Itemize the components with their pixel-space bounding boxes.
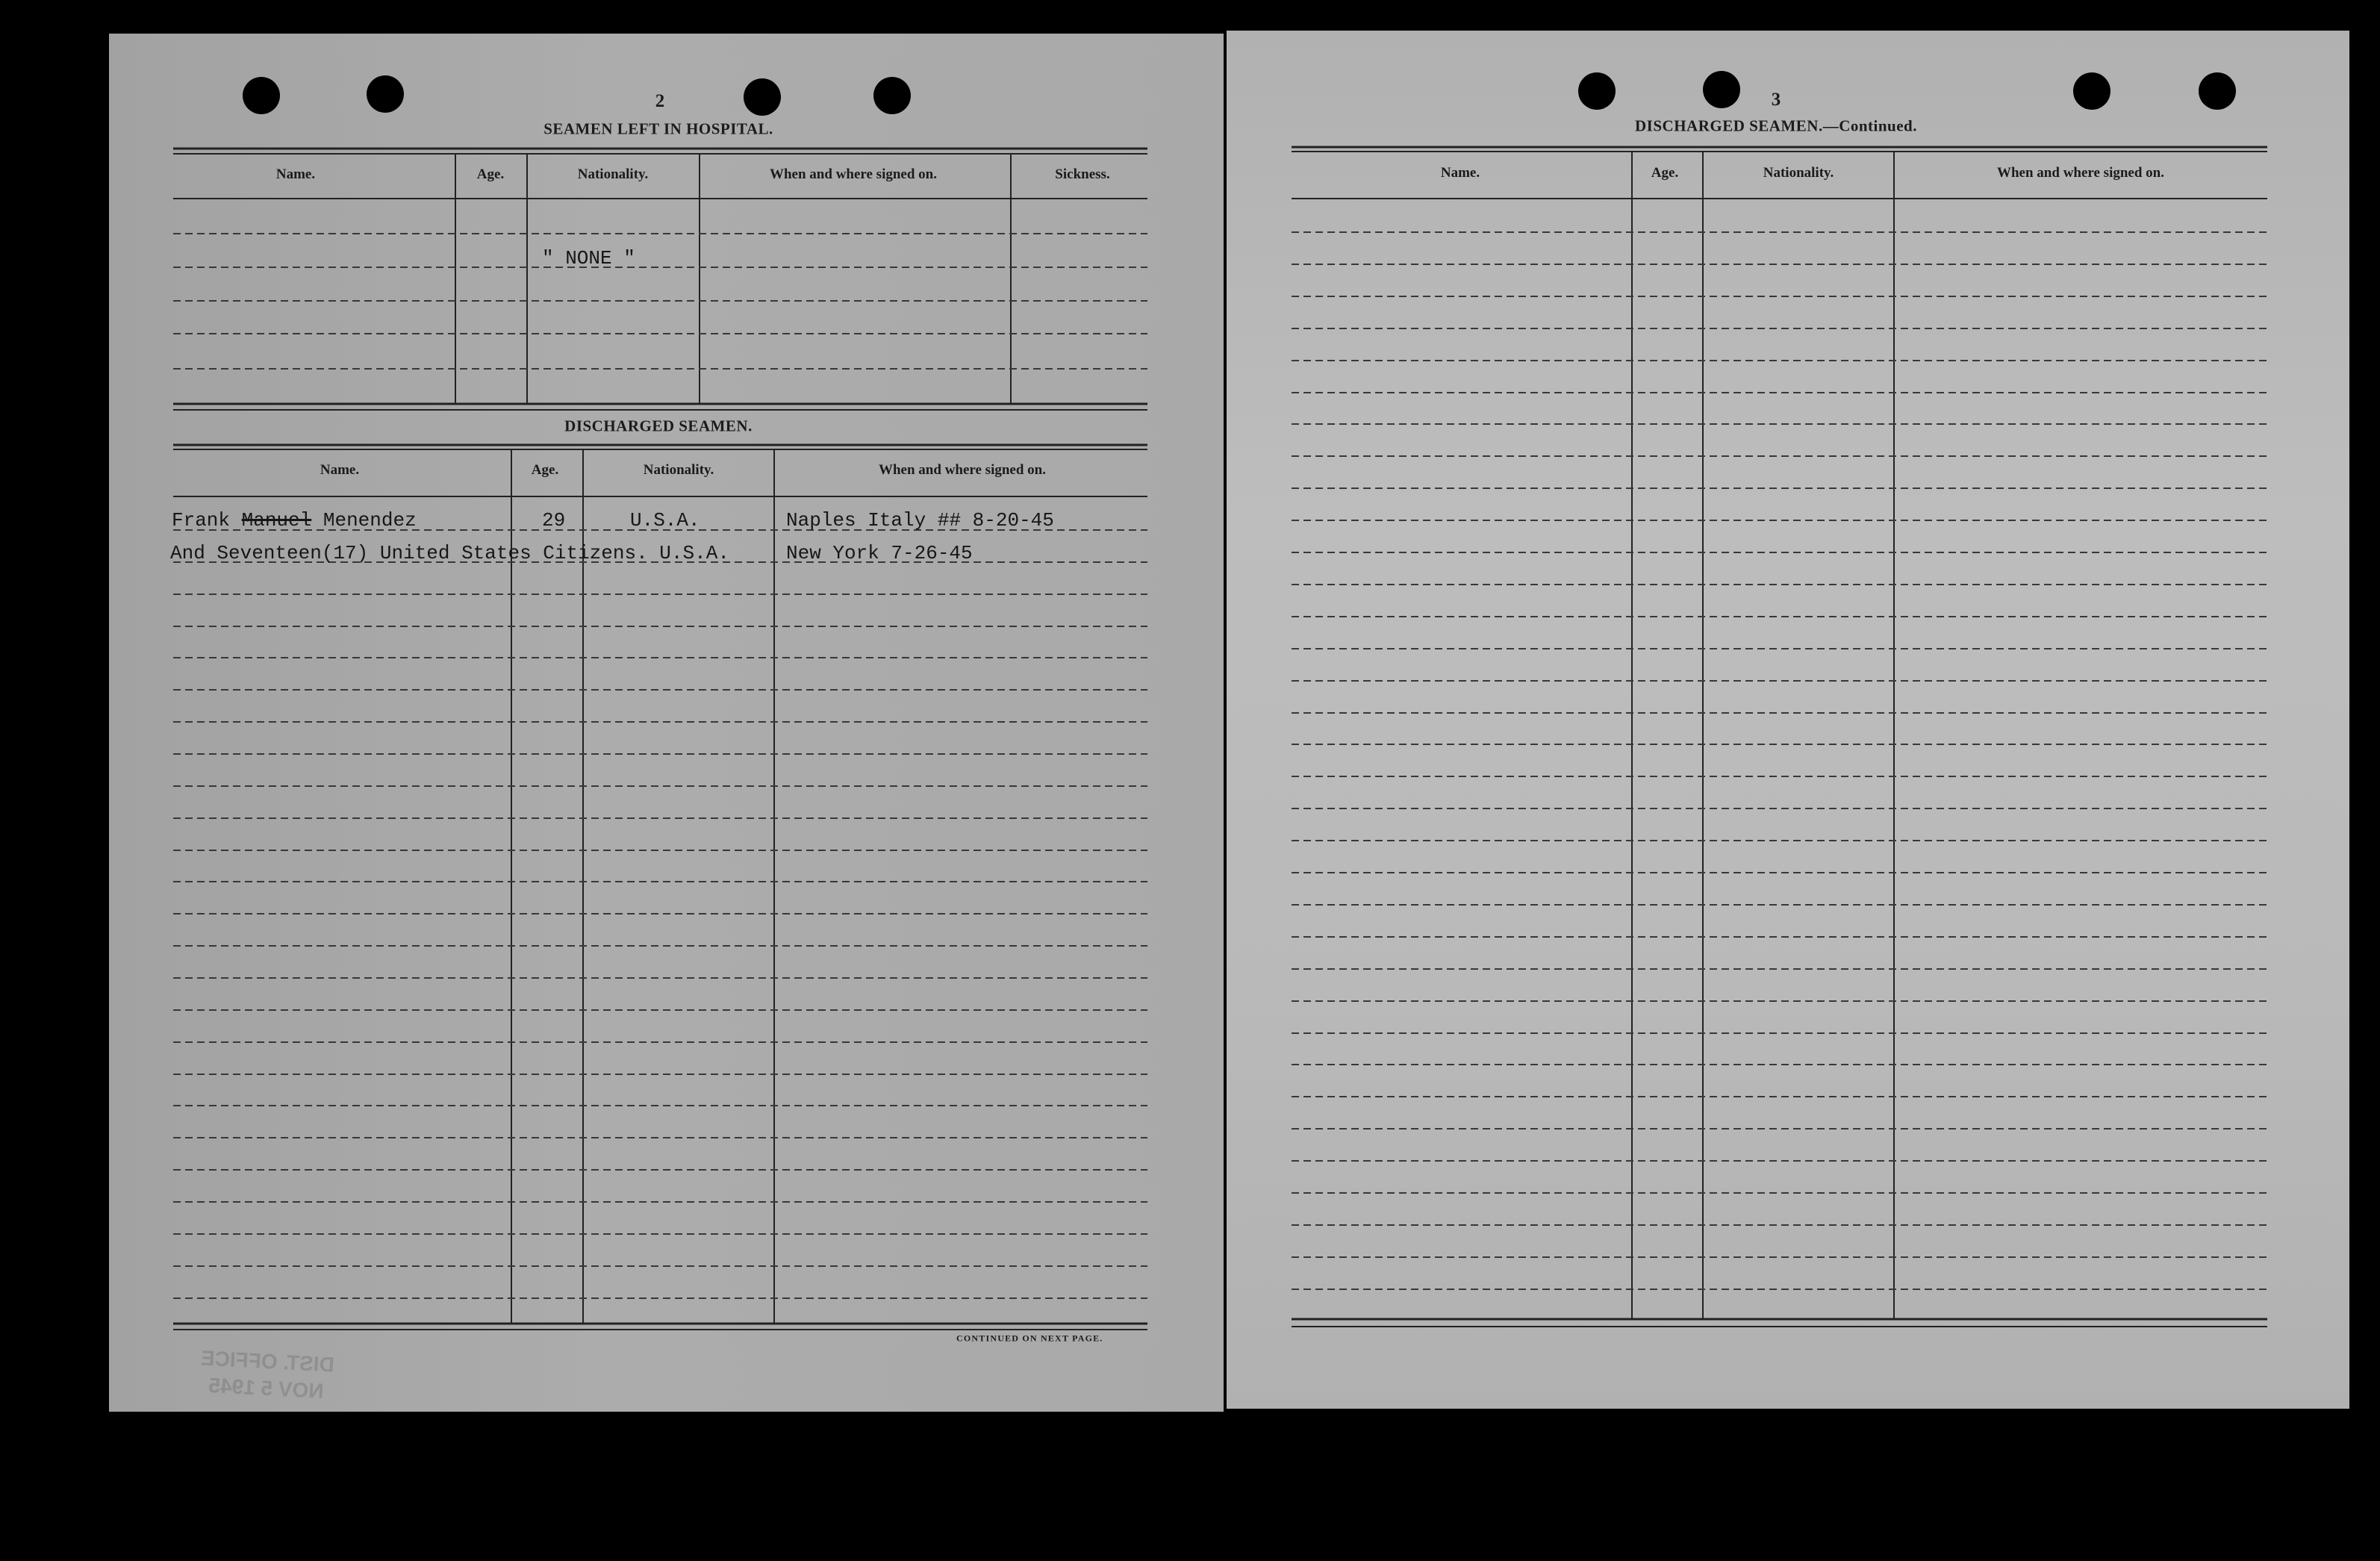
discharged-col-nationality: Nationality. xyxy=(643,462,714,478)
name-first: Frank xyxy=(172,509,231,532)
hospital-entry-none: " NONE " xyxy=(542,247,635,269)
discharged-row-1-signed-on xyxy=(786,509,1054,532)
stamp-line-1: DIST. OFFICE xyxy=(200,1346,335,1377)
continued-col-age: Age. xyxy=(1651,165,1679,181)
name-struck-out: Manuel xyxy=(241,509,312,532)
punch-hole xyxy=(744,78,781,116)
discharged-col-name: Name. xyxy=(320,462,360,478)
hospital-col-signed-on: When and where signed on. xyxy=(769,166,938,182)
hospital-section-title: SEAMEN LEFT IN HOSPITAL. xyxy=(543,119,773,138)
name-last: Menendez xyxy=(323,509,417,532)
office-stamp xyxy=(199,1345,334,1405)
hospital-col-age: Age. xyxy=(476,166,505,182)
hospital-col-nationality: Nationality. xyxy=(577,166,649,182)
hospital-col-name: Name. xyxy=(275,166,316,182)
continued-col-name: Name. xyxy=(1440,165,1480,181)
hospital-col-sickness: Sickness. xyxy=(1055,166,1110,182)
discharged-continued-title: DISCHARGED SEAMEN.—Continued. xyxy=(1635,116,1917,135)
signed-on-date: 8-20-45 xyxy=(972,509,1054,532)
punch-hole xyxy=(1578,72,1616,110)
signed-on-overtype: ## xyxy=(937,509,962,532)
punch-hole xyxy=(2073,72,2110,110)
discharged-row-1-age: 29 xyxy=(542,509,566,532)
discharged-section-title: DISCHARGED SEAMEN. xyxy=(564,417,753,435)
punch-hole xyxy=(1703,71,1740,108)
discharged-row-1-nationality: U.S.A. xyxy=(630,509,700,532)
punch-hole xyxy=(243,77,280,114)
continued-note: CONTINUED ON NEXT PAGE. xyxy=(956,1333,1103,1344)
discharged-row-1-name xyxy=(172,509,417,532)
punch-hole xyxy=(873,77,911,114)
punch-hole xyxy=(2199,72,2236,110)
stamp-line-2: NOV 5 1945 xyxy=(208,1373,325,1403)
continued-col-nationality: Nationality. xyxy=(1763,165,1834,181)
discharged-row-2-signed-on: New York 7-26-45 xyxy=(786,542,973,564)
discharged-col-age: Age. xyxy=(531,462,559,478)
signed-on-place: Naples Italy xyxy=(786,509,926,532)
punch-hole xyxy=(367,75,404,113)
discharged-col-signed-on: When and where signed on. xyxy=(878,462,1047,478)
page-number-right: 3 xyxy=(1771,90,1781,110)
page-number-left: 2 xyxy=(655,91,665,111)
continued-col-signed-on: When and where signed on. xyxy=(1996,165,2165,181)
discharged-row-2-name: And Seventeen(17) United States Citizens. U.S.A. xyxy=(170,542,729,564)
